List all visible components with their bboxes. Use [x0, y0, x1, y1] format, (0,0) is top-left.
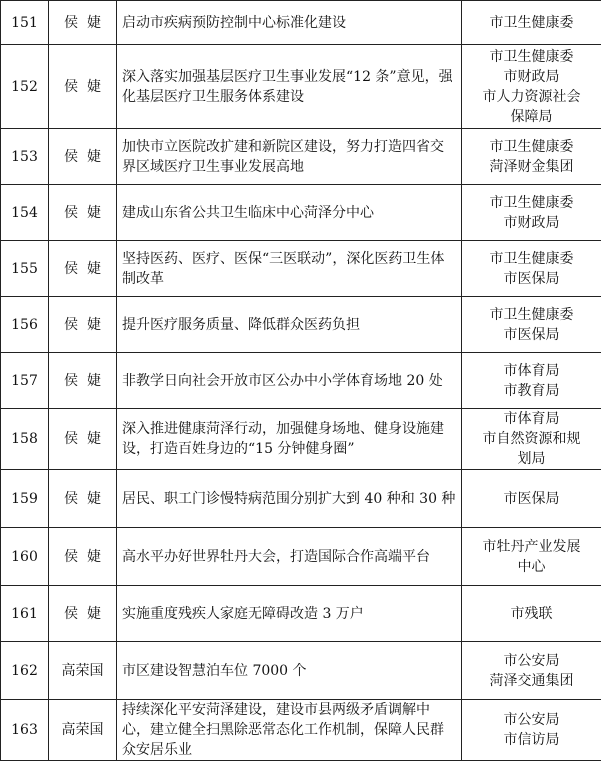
responsible-leader: 高荣国 [49, 642, 117, 700]
table-row [1, 353, 601, 409]
table-row [1, 528, 601, 586]
responsible-departments [462, 409, 601, 470]
department-name: 市卫生健康委 [489, 138, 574, 155]
responsible-departments [462, 241, 601, 297]
task-description: 深入落实加强基层医疗卫生事业发展“12 条”意见，强化基层医疗卫生服务体系建设 [117, 45, 462, 129]
table-row [1, 185, 601, 241]
department-name: 市医保局 [503, 270, 560, 287]
responsible-departments [462, 1, 601, 45]
department-name: 划局 [517, 451, 546, 467]
table-row [1, 129, 601, 185]
department-name: 市人力资源社会 [482, 88, 581, 105]
task-description: 实施重度残疾人家庭无障碍改造 3 万户 [117, 586, 462, 642]
table-row [1, 586, 601, 642]
task-description: 加快市立医院改扩建和新院区建设，努力打造四省交界区域医疗卫生事业发展高地 [117, 129, 462, 185]
task-description: 持续深化平安菏泽建设，建设市县两级矛盾调解中心，建立健全扫黑除恶常态化工作机制，保障人民群众安居乐业 [117, 700, 462, 761]
task-description: 深入推进健康菏泽行动，加强健身场地、健身设施建设，打造百姓身边的“15 分钟健身圈” [117, 409, 462, 470]
responsible-departments [462, 297, 601, 353]
responsible-departments [462, 586, 601, 642]
responsible-leader: 侯 婕 [49, 353, 117, 409]
task-description: 启动市疾病预防控制中心标准化建设 [117, 1, 462, 45]
responsible-leader: 侯 婕 [49, 45, 117, 129]
responsible-leader: 侯 婕 [49, 297, 117, 353]
department-name: 市卫生健康委 [489, 194, 574, 211]
table-row [1, 241, 601, 297]
table-row [1, 700, 601, 761]
department-name: 市医保局 [503, 326, 560, 343]
row-number: 153 [1, 129, 49, 185]
responsible-leader: 侯 婕 [49, 185, 117, 241]
row-number: 160 [1, 528, 49, 586]
responsible-leader: 侯 婕 [49, 470, 117, 528]
responsible-leader: 侯 婕 [49, 409, 117, 470]
responsible-departments [462, 642, 601, 700]
table-row [1, 642, 601, 700]
task-description: 市区建设智慧泊车位 7000 个 [117, 642, 462, 700]
responsible-leader: 侯 婕 [49, 1, 117, 45]
table-row [1, 1, 601, 45]
department-name: 市卫生健康委 [489, 14, 574, 31]
department-name: 中心 [517, 558, 546, 575]
row-number: 158 [1, 409, 49, 470]
task-description: 居民、职工门诊慢特病范围分别扩大到 40 种和 30 种 [117, 470, 462, 528]
row-number: 159 [1, 470, 49, 528]
responsible-leader: 高荣国 [49, 700, 117, 761]
department-name: 市牡丹产业发展 [482, 538, 581, 555]
department-name: 市残联 [510, 605, 553, 622]
department-name: 市体育局 [503, 411, 560, 427]
department-name: 市教育局 [503, 382, 560, 399]
table-row [1, 409, 601, 470]
department-name: 菏泽财金集团 [489, 158, 574, 175]
row-number: 163 [1, 700, 49, 761]
responsible-departments [462, 353, 601, 409]
row-number: 161 [1, 586, 49, 642]
responsible-departments [462, 470, 601, 528]
department-name: 市公安局 [503, 712, 560, 728]
department-name: 市公安局 [503, 652, 560, 669]
responsible-leader: 侯 婕 [49, 528, 117, 586]
department-name: 市财政局 [503, 68, 560, 85]
responsible-leader: 侯 婕 [49, 586, 117, 642]
responsible-leader: 侯 婕 [49, 129, 117, 185]
task-description: 坚持医药、医疗、医保“三医联动”，深化医药卫生体制改革 [117, 241, 462, 297]
responsible-departments [462, 45, 601, 129]
department-name: 市财政局 [503, 214, 560, 231]
responsible-departments [462, 129, 601, 185]
row-number: 152 [1, 45, 49, 129]
task-description: 建成山东省公共卫生临床中心菏泽分中心 [117, 185, 462, 241]
task-description: 提升医疗服务质量、降低群众医药负担 [117, 297, 462, 353]
department-name: 市卫生健康委 [489, 48, 574, 65]
task-description: 非教学日向社会开放市区公办中小学体育场地 20 处 [117, 353, 462, 409]
task-description: 高水平办好世界牡丹大会，打造国际合作高端平台 [117, 528, 462, 586]
row-number: 154 [1, 185, 49, 241]
responsible-departments [462, 528, 601, 586]
row-number: 162 [1, 642, 49, 700]
responsible-departments [462, 700, 601, 761]
department-name: 市信访局 [503, 732, 560, 748]
responsible-departments [462, 185, 601, 241]
department-name: 市自然资源和规 [482, 431, 581, 447]
department-name: 菏泽交通集团 [489, 672, 574, 689]
row-number: 156 [1, 297, 49, 353]
department-name: 市医保局 [503, 490, 560, 507]
table-row [1, 45, 601, 129]
department-name: 保障局 [510, 108, 553, 125]
row-number: 151 [1, 1, 49, 45]
department-name: 市卫生健康委 [489, 250, 574, 267]
row-number: 157 [1, 353, 49, 409]
department-name: 市体育局 [503, 362, 560, 379]
row-number: 155 [1, 241, 49, 297]
department-name: 市卫生健康委 [489, 306, 574, 323]
table-row [1, 297, 601, 353]
responsible-leader: 侯 婕 [49, 241, 117, 297]
table-row [1, 470, 601, 528]
